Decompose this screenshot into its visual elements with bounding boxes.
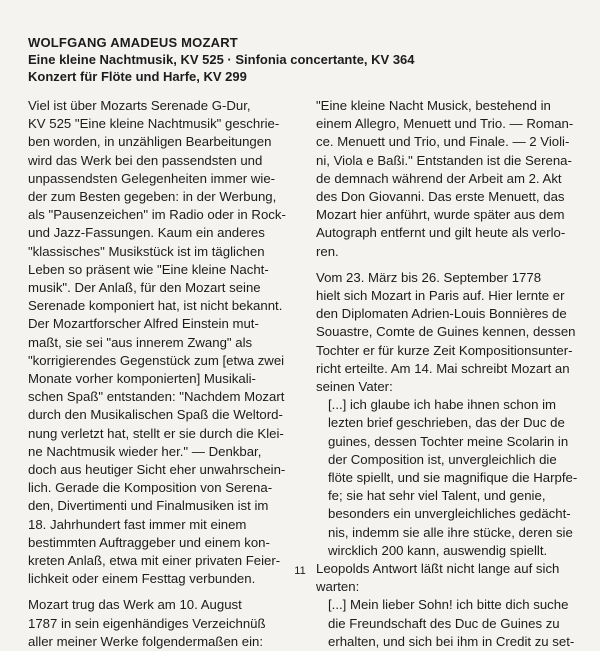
- text-line: wird das Werk bei den passendsten und: [28, 152, 263, 168]
- text-line: und Jazz-Fassungen. Kaum ein anderes: [28, 225, 265, 241]
- quotation: [316, 396, 586, 560]
- work-title-line-1: Eine kleine Nachtmusik, KV 525 · Sinfonia concertante, KV 364: [28, 52, 415, 67]
- text-line: guines, dessen Tochter meine Scolarin in: [328, 433, 569, 449]
- text-line: "Eine kleine Nacht Musick, bestehend in: [316, 98, 551, 113]
- paragraph: [316, 97, 586, 261]
- text-line: de demnach während der Arbeit am 2. Akt: [316, 170, 562, 186]
- text-line: "klassisches" Musikstück ist im täglichen: [28, 243, 265, 259]
- text-line: Leben so präsent wie "Eine kleine Nacht-: [28, 261, 269, 277]
- text-line: [...] ich glaube ich habe ihnen schon im: [328, 397, 556, 413]
- text-line: seinen Vater:: [316, 379, 393, 395]
- text-line: der zum Besten gegeben: in der Werbung,: [28, 189, 277, 205]
- text-line: lezten brief geschrieben, das der Duc de: [328, 415, 565, 431]
- composer-name: WOLFGANG AMADEUS MOZART: [28, 35, 238, 50]
- text-line: wircklich 200 kann, auswendig spiellt.: [328, 542, 548, 558]
- text-line: Mozart hier anführt, wurde später aus dem: [316, 207, 565, 223]
- text-line: warten:: [316, 579, 360, 595]
- text-line: Leopolds Antwort läßt nicht lange auf sich: [316, 561, 560, 577]
- text-line: besonders ein unvergleichliches gedächt-: [328, 506, 571, 522]
- text-line: durch den Musikalischen Spaß die Weltord-: [28, 407, 283, 423]
- text-line: bestimmten Auftraggeber und einem kon-: [28, 534, 270, 550]
- text-line: flöte spiellt, und sie magnifique die Harpfe-: [328, 470, 578, 486]
- text-line: ren.: [316, 243, 339, 259]
- text-line: den, Divertimenti und Finalmusiken ist im: [28, 498, 269, 514]
- text-line: Mozart trug das Werk am 10. August: [28, 597, 242, 613]
- text-line: Der Mozartforscher Alfred Einstein mut-: [28, 316, 259, 332]
- text-line: als "Pausenzeichen" im Radio oder in Rock-: [28, 207, 286, 223]
- text-line: ni, Viola e Baßi." Entstanden ist die Serena-: [316, 152, 572, 168]
- quotation: [316, 596, 586, 651]
- text-line: musik". Der Anlaß, für den Mozart seine: [28, 280, 261, 296]
- text-line: lich. Gerade die Komposition von Serena-: [28, 480, 273, 496]
- text-line: "korrigierendes Gegenstück zum [etwa zwei: [28, 352, 285, 368]
- text-line: erhalten, und sich bei ihm in Credit zu set-: [328, 633, 575, 649]
- text-line: nis, indemm sie alle ihre stücke, deren sie: [328, 524, 573, 540]
- text-line: unpassendsten Gelegenheiten immer wie-: [28, 170, 276, 186]
- text-line: Monate vorher komponierten] Musikali-: [28, 371, 256, 387]
- text-line: 18. Jahrhundert fast immer mit einem: [28, 516, 247, 532]
- text-line: einem Allegro, Menuett und Trio. — Roman-: [316, 116, 574, 132]
- header: [28, 34, 428, 85]
- text-line: hielt sich Mozart in Paris auf. Hier lernte er: [316, 288, 565, 304]
- text-line: Autograph entfernt und gilt heute als verlo-: [316, 225, 566, 241]
- text-line: maßt, sie sei "aus innerem Zwang" als: [28, 334, 253, 350]
- text-line: ne Nachtmusik wieder her." — Denkbar,: [28, 443, 262, 459]
- text-line: Souastre, Comte de Guines kennen, dessen: [316, 324, 576, 340]
- text-line: 1787 in sein eigenhändiges Verzeichnüß: [28, 615, 266, 631]
- paragraph: [28, 596, 298, 651]
- text-line: kreten Anlaß, etwa mit einer privaten Feier-: [28, 553, 281, 569]
- work-title-line-2: Konzert für Flöte und Harfe, KV 299: [28, 69, 247, 84]
- text-line: ben worden, in unzähligen Bearbeitungen: [28, 134, 272, 150]
- text-line: ce. Menuett und Trio, und Finale. — 2 Violi-: [316, 134, 570, 150]
- page-number: 11: [294, 565, 306, 577]
- text-line: richt erteilte. Am 14. Mai schreibt Mozart an: [316, 360, 570, 376]
- text-line: KV 525 "Eine kleine Nachtmusik" geschrie-: [28, 116, 280, 132]
- text-line: Viel ist über Mozarts Serenade G-Dur,: [28, 98, 251, 113]
- text-line: schen Spaß" entstanden: "Nachdem Mozart: [28, 389, 285, 405]
- text-line: doch aus heutiger Sicht eher unwahrschein-: [28, 462, 286, 478]
- paragraph: [28, 97, 298, 588]
- paragraph: [316, 269, 586, 396]
- text-line: nung verletzt hat, stellt er sie durch die Klei-: [28, 425, 284, 441]
- text-line: Tochter er für kurze Zeit Kompositionsunter-: [316, 342, 573, 358]
- text-line: [...] Mein lieber Sohn! ich bitte dich suche: [328, 597, 569, 613]
- text-line: aller meiner Werke folgendermaßen ein:: [28, 633, 264, 649]
- text-line: Serenade komponiert hat, ist nicht bekannt.: [28, 298, 283, 314]
- text-line: die Freundschaft des Duc de Guines zu: [328, 615, 560, 631]
- text-line: fe; sie hat sehr viel Talent, und genie,: [328, 488, 546, 504]
- text-line: den Diplomaten Adrien-Louis Bonnières de: [316, 306, 567, 322]
- text-line: des Don Giovanni. Das erste Menuett, das: [316, 189, 565, 205]
- text-line: Vom 23. März bis 26. September 1778: [316, 269, 542, 285]
- text-line: der Composition ist, unvergleichlich die: [328, 451, 557, 467]
- text-line: lichkeit oder einem Festtag verbunden.: [28, 571, 256, 587]
